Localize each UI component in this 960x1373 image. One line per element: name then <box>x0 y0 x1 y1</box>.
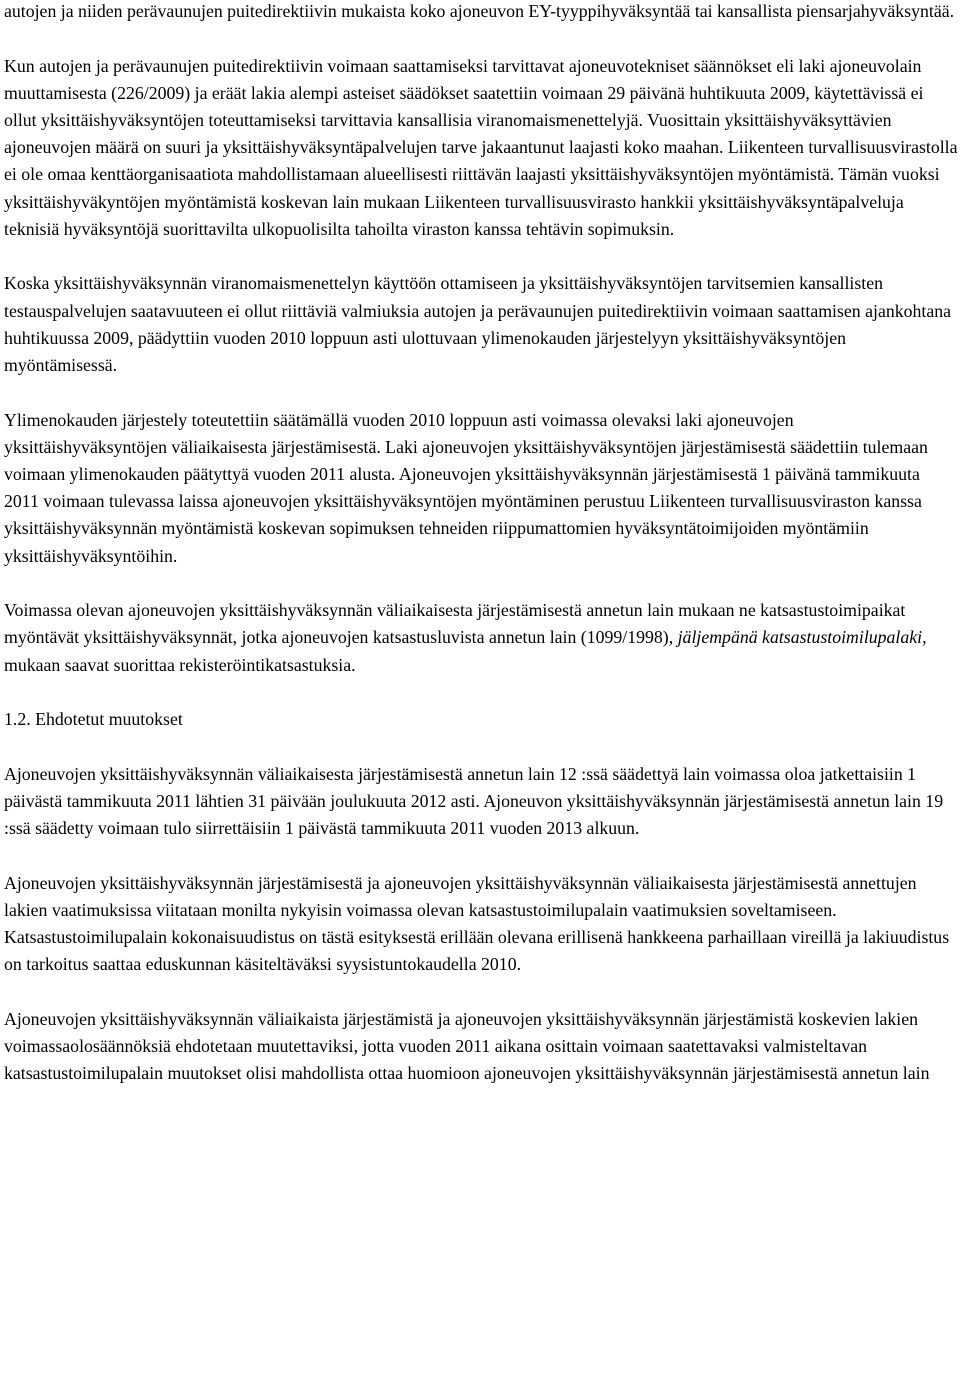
section-heading: 1.2. Ehdotetut muutokset <box>4 709 183 730</box>
paragraph-proposed-changes: Ajoneuvojen yksittäishyväksynnän väliaikaisesta järjestämisestä annetun lain 12 :ssä säädettyä lain voimassa oloa jatkettaisiin 1 päivästä tammikuuta 2011 lähtien 31 päivään joulukuuta 2012 asti. Ajoneuvon yksittäishyväksynnän järjestämisestä annetun lain 19 :ssä säädetty voimaan tulo siirrettäisiin 1 päivästä tammikuuta 2011 vuoden 2013 alkuun. <box>4 763 944 839</box>
paragraph-current-law-text: Voimassa olevan ajoneuvojen yksittäishyväksynnän väliaikaisesta järjestämisestä annetun lain mukaan ne katsastustoimipaikat myöntävät yksittäishyväksynnät, jotka ajoneuvojen katsastusluvista annetun lain (1099/1998), <box>4 600 906 648</box>
paragraph-background: Kun autojen ja perävaunujen puitedirektiivin voimaan saattamiseksi tarvittavat ajoneuvotekniset säännökset eli laki ajoneuvolain muuttamisesta (226/2009) ja eräät lakia alempi asteiset säädökset saatettiin voimaan 29 päivänä huhtikuuta 2009, käytettävissä ei ollut yksittäishyväksyntöjen toteuttamiseksi tarvittavia kansallisia viranomaismenettelyjä. Vuosittain yksittäishyväksyttävien ajoneuvojen määrä on suuri ja yksittäishyväksyntäpalvelujen tarve jakaantunut laajasti koko maahan. Liikenteen turvallisuusvirastolla ei ole omaa kenttäorganisaatiota mahdollistamaan alueellisesti riittävän laajasti yksittäishyväksyntöjen myöntämistä. Tämän vuoksi yksittäishyväkyntöjen myöntämistä koskevan lain mukaan Liikenteen turvallisuusvirasto hankkii yksittäishyväksyntäpalveluja teknisiä hyväksyntöjä suorittavilta ulkopuolisilta tahoilta viraston kanssa tehtävin sopimuksin. <box>4 55 958 239</box>
paragraph-current-law-italic: jäljempänä katsastustoimilupalaki <box>677 627 923 648</box>
paragraph-current-law <box>4 597 958 679</box>
paragraph-law-references: Ajoneuvojen yksittäishyväksynnän järjestämisestä ja ajoneuvojen yksittäishyväksynnän väliaikaisesta järjestämisestä annettujen lakien vaatimuksissa viitataan monilta nykyisin voimassa olevan katsastustoimilupalain vaatimuksien soveltamiseen. Katsastustoimilupalain kokonaisuudistus on tästä esityksestä erillään olevana erillisenä hankkeena parhaillaan vireillä ja lakiuudistus on tarkoitus saattaa eduskunnan käsiteltäväksi syysistuntokaudella 2010. <box>4 872 950 975</box>
paragraph-transition-arrangement: Ylimenokauden järjestely toteutettiin säätämällä vuoden 2010 loppuun asti voimassa olevaksi laki ajoneuvojen yksittäishyväksyntöjen väliaikaisesta järjestämisestä. Laki ajoneuvojen yksittäishyväksyntöjen järjestämisestä säädettiin tulemaan voimaan ylimenokauden päätyttyä vuoden 2011 alusta. Ajoneuvojen yksittäishyväksynnän järjestämisestä 1 päivänä tammikuuta 2011 voimaan tulevassa laissa ajoneuvojen yksittäishyväksyntöjen myöntäminen perustuu Liikenteen turvallisuusviraston kanssa yksittäishyväksynnän myöntämistä koskevan sopimuksen tehneiden riippumattomien hyväksyntätoimijoiden myöntämiin yksittäishyväksyntöihin. <box>4 409 928 566</box>
paragraph-current-law-end: , mukaan saavat suorittaa rekisteröintikatsastuksia. <box>4 627 927 675</box>
paragraph-intro-continuation: autojen ja niiden perävaunujen puitedirektiivin mukaista koko ajoneuvon EY-tyyppihyväksyntää tai kansallista piensarjahyväksyntää. <box>4 1 955 21</box>
document-page <box>4 0 958 1115</box>
paragraph-amendments: Ajoneuvojen yksittäishyväksynnän väliaikaista järjestämistä ja ajoneuvojen yksittäishyväksynnän järjestämistä koskevien lakien voimassaolosäännöksiä ehdotetaan muutettaviksi, jotta vuoden 2011 aikana osittain voimaan saatettavaksi valmisteltavan katsastustoimilupalain muutokset olisi mahdollista ottaa huomioon ajoneuvojen yksittäishyväksynnän järjestämisestä annetun lain <box>4 1009 930 1084</box>
paragraph-transition-reason: Koska yksittäishyväksynnän viranomaismenettelyn käyttöön ottamiseen ja yksittäishyväksyntöjen tarvitsemien kansallisten testauspalvelujen saatavuuteen ei ollut riittäviä valmiuksia autojen ja perävaunujen puitedirektiivin voimaan saattamisen ajankohtana huhtikuussa 2009, päädyttiin vuoden 2010 loppuun asti ulottuvaan ylimenokauden järjestelyyn yksittäishyväksyntöjen myöntämisessä. <box>4 273 952 376</box>
